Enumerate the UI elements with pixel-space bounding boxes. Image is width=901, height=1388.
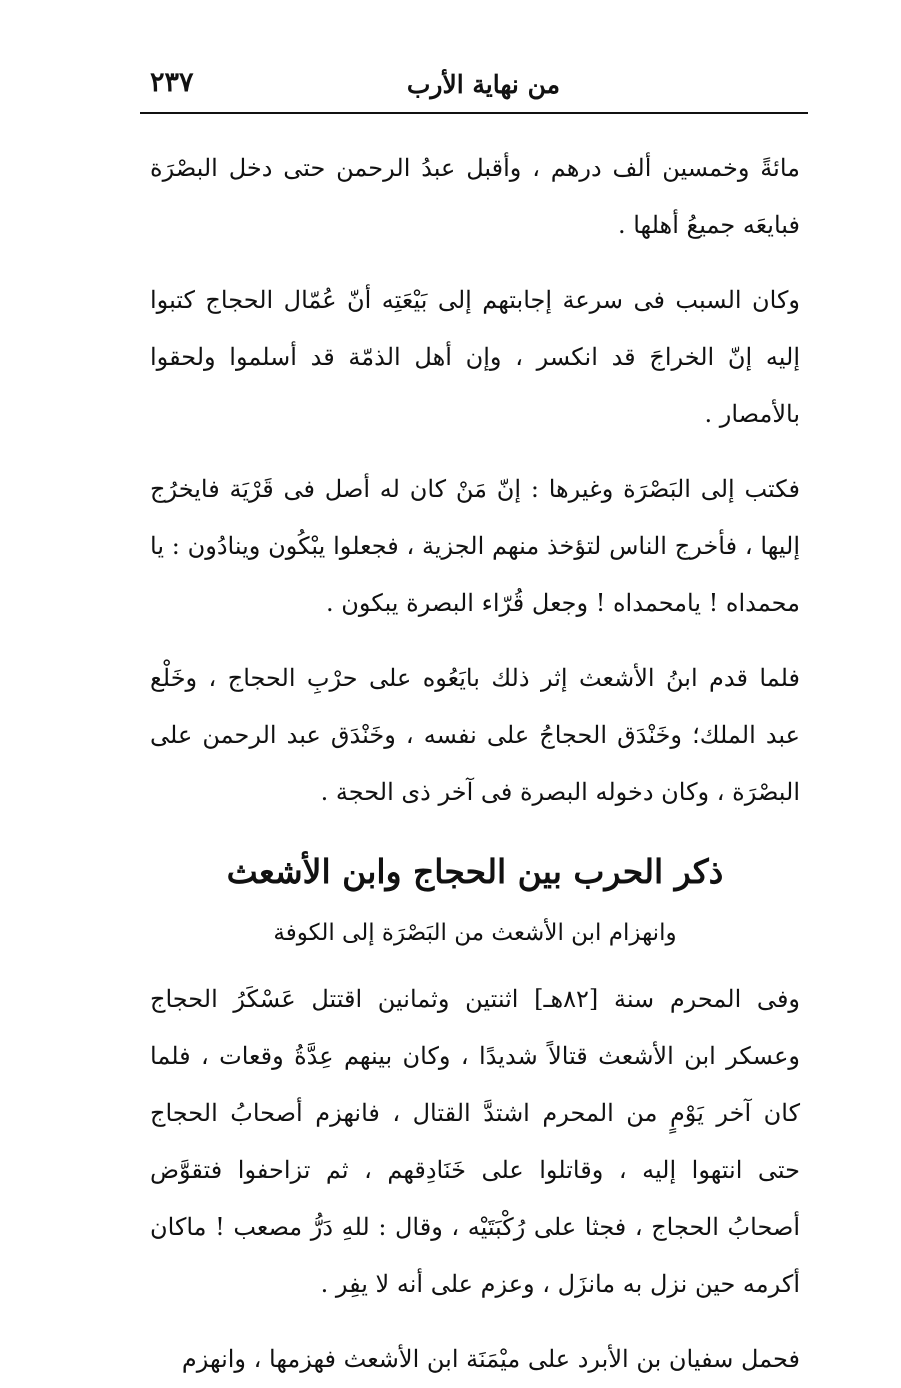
page-number: ٢٣٧	[150, 67, 194, 98]
page-body	[150, 126, 801, 1373]
section-subheading: وانهزام ابن الأشعث من البَصْرَة إلى الكوفة	[273, 920, 677, 946]
header-rule	[140, 112, 808, 114]
section-heading: ذكر الحرب بين الحجاج وابن الأشعث	[226, 852, 724, 891]
running-header	[150, 62, 810, 106]
paragraph-2: وكان السبب فى سرعة إجابتهم إلى بَيْعَتِه أنّ عُمّال الحجاج كتبوا إليه إنّ الخراجَ قد انكسر ، وإن أهل الذمّة قد أسلموا ولحقوا بالأمصار .	[150, 286, 801, 428]
paragraph-4: فلما قدم ابنُ الأشعث إثر ذلك بايَعُوه على حرْبِ الحجاج ، وخَلْع عبد الملك؛ وخَنْدَق الحجاجُ على نفسه ، وخَنْدَق عبد الرحمن على البصْرَة ، وكان دخوله البصرة فى آخر ذى الحجة .	[150, 664, 800, 806]
section-paragraph-2: فحمل سفيان بن الأبرد على ميْمَنَة ابن الأشعث فهزمها ، وانهزم	[181, 1345, 800, 1373]
paragraph-3: فكتب إلى البَصْرَة وغيرها : إنّ مَنْ كان له أصل فى قَرْيَة فايخرُج إليها ، فأخرج الناس لتؤخذ منهم الجزية ، فجعلوا يبْكُون وينادُون : يا محمداه ! يامحمداه ! وجعل قُرّاء البصرة يبكون .	[150, 475, 800, 617]
running-title: من نهاية الأرب	[406, 70, 560, 99]
paragraph-1: مائةً وخمسين ألف درهم ، وأقبل عبدُ الرحمن حتى دخل البصْرَة فبايعَه جميعُ أهلها .	[150, 154, 800, 239]
section-paragraph-1: وفى المحرم سنة [٨٢هـ] اثنتين وثمانين اقتتل عَسْكَرُ الحجاج وعسكر ابن الأشعث قتالاً شديدًا ، وكان بينهم عِدَّةُ وقعات ، فلما كان آخر يَوْمٍ من المحرم اشتدَّ القتال ، فانهزم أصحابُ الحجاج حتى انتهوا إليه ، وقاتلوا على خَنَادِقهم ، ثم تزاحفوا فتقوَّض أصحابُ الحجاج ، فجثا على رُكْبَتَيْه ، وقال : للهِ دَرُّ مصعب ! ماكان أكرمه حين نزل به مانزَل ، وعزم على أنه لا يفِر .	[150, 985, 800, 1298]
